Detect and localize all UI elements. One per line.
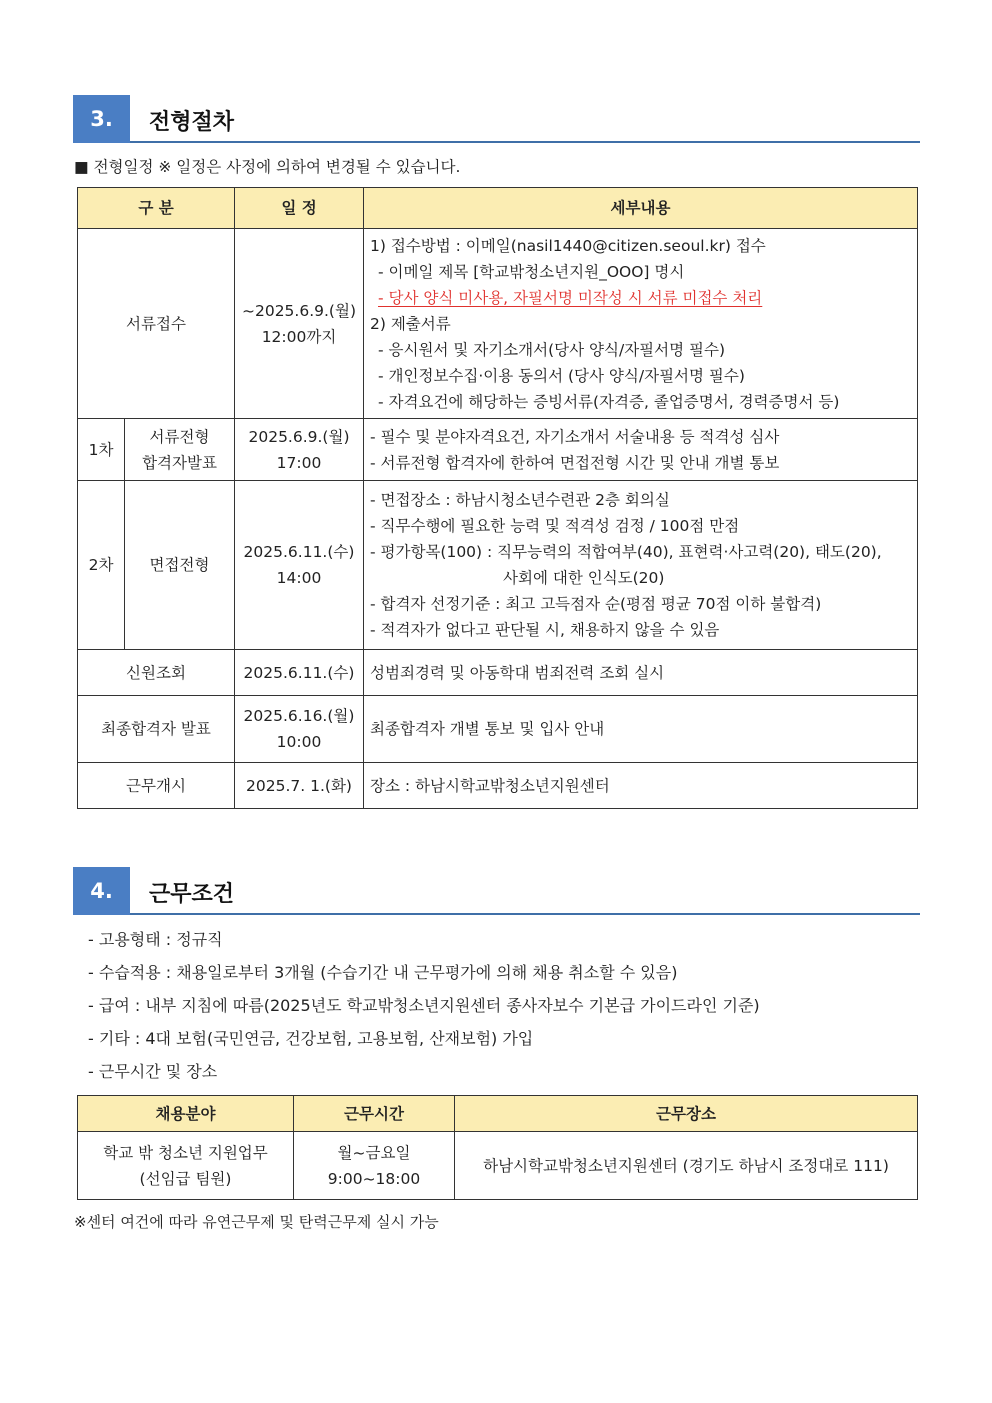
docs-detail: 1) 접수방법 : 이메일(nasil1440@citizen.seoul.kr) 접수 - 이메일 제목 [학교밖청소년지원_OOO] 명시 - 당사 양식 미사용, 자필서명 미작성 시 서류 미접수 처리 2) 제출서류 - 응시원서 및 자기소개서(당사 양식/자필서명 필수) - 개인정보수집·이용 동의서 (당사 양식/자필서명 필수) - 자격요건에 해당하는 증빙서류(자격증, 졸업증명서, 경력증명서 등) xyxy=(364,229,918,419)
header-field: 채용분야 xyxy=(78,1096,294,1132)
condition-salary: - 급여 : 내부 지침에 따름(2025년도 학교밖청소년지원센터 종사자보수 기본급 가이드라인 기준) xyxy=(88,996,760,1015)
header-detail: 세부내용 xyxy=(364,188,918,229)
work-table xyxy=(77,1095,918,1200)
start-detail: 장소 : 하남시학교밖청소년지원센터 xyxy=(364,763,918,809)
final-detail: 최종합격자 개별 통보 및 입사 안내 xyxy=(364,696,918,763)
start-date: 2025.7. 1.(화) xyxy=(235,763,364,809)
row-stage-2 xyxy=(78,481,918,650)
section-3-rule xyxy=(130,141,920,143)
docs-date: ~2025.6.9.(월) 12:00까지 xyxy=(235,229,364,419)
check-date: 2025.6.11.(수) xyxy=(235,650,364,696)
stage-2-label: 2차 xyxy=(78,481,125,650)
header-category: 구 분 xyxy=(78,188,235,229)
work-field: 학교 밖 청소년 지원업무 (선임급 팀원) xyxy=(78,1132,294,1200)
section-4-rule xyxy=(130,913,920,915)
final-label: 최종합격자 발표 xyxy=(78,696,235,763)
work-header-row xyxy=(78,1096,918,1132)
section-3-number: 3. xyxy=(73,95,130,143)
stage-2-date: 2025.6.11.(수) 14:00 xyxy=(235,481,364,650)
condition-probation: - 수습적용 : 채용일로부터 3개월 (수습기간 내 근무평가에 의해 채용 취소할 수 있음) xyxy=(88,963,678,982)
schedule-header-row xyxy=(78,188,918,229)
work-place: 하남시학교밖청소년지원센터 (경기도 하남시 조정대로 111) xyxy=(455,1132,918,1200)
stage-2-name: 면접전형 xyxy=(125,481,235,650)
section-4-header xyxy=(73,867,920,915)
row-background-check xyxy=(78,650,918,696)
condition-hours-place: - 근무시간 및 장소 xyxy=(88,1062,218,1081)
stage-1-label: 1차 xyxy=(78,419,125,481)
stage-1-detail: - 필수 및 분야자격요건, 자기소개서 서술내용 등 적격성 심사 - 서류전형 합격자에 한하여 면접전형 시간 및 안내 개별 통보 xyxy=(364,419,918,481)
footnote: ※센터 여건에 따라 유연근무제 및 탄력근무제 실시 가능 xyxy=(74,1213,439,1231)
row-final-announcement xyxy=(78,696,918,763)
stage-1-date: 2025.6.9.(월) 17:00 xyxy=(235,419,364,481)
stage-1-name: 서류전형 합격자발표 xyxy=(125,419,235,481)
final-date: 2025.6.16.(월) 10:00 xyxy=(235,696,364,763)
schedule-note: ■ 전형일정 ※ 일정은 사정에 의하여 변경될 수 있습니다. xyxy=(74,158,461,176)
section-4-number: 4. xyxy=(73,867,130,915)
section-3-header xyxy=(73,95,920,143)
section-3-title: 전형절차 xyxy=(149,110,235,135)
header-place: 근무장소 xyxy=(455,1096,918,1132)
header-hours: 근무시간 xyxy=(294,1096,455,1132)
condition-insurance: - 기타 : 4대 보험(국민연금, 건강보험, 고용보험, 산재보험) 가입 xyxy=(88,1029,534,1048)
condition-employment-type: - 고용형태 : 정규직 xyxy=(88,930,223,949)
stage-2-detail: - 면접장소 : 하남시청소년수련관 2층 회의실 - 직무수행에 필요한 능력 및 적격성 검정 / 100점 만점 - 평가항목(100) : 직무능력의 적합여부(40), 표현력·사고력(20), 태도(20), 사회에 대한 인식도(20) - 합격자 선정기준 : 최고 고득점자 순(평점 평균 70점 이하 불합격) - 적격자가 없다고 판단될 시, 채용하지 않을 수 있음 xyxy=(364,481,918,650)
row-work-start xyxy=(78,763,918,809)
row-stage-1 xyxy=(78,419,918,481)
row-document-submission xyxy=(78,229,918,419)
check-label: 신원조회 xyxy=(78,650,235,696)
section-4-title: 근무조건 xyxy=(149,882,235,907)
work-row xyxy=(78,1132,918,1200)
docs-warning: - 당사 양식 미사용, 자필서명 미작성 시 서류 미접수 처리 xyxy=(378,288,763,307)
header-schedule: 일 정 xyxy=(235,188,364,229)
start-label: 근무개시 xyxy=(78,763,235,809)
work-hours: 월~금요일 9:00~18:00 xyxy=(294,1132,455,1200)
docs-label: 서류접수 xyxy=(78,229,235,419)
check-detail: 성범죄경력 및 아동학대 범죄전력 조회 실시 xyxy=(364,650,918,696)
schedule-table xyxy=(77,187,918,809)
